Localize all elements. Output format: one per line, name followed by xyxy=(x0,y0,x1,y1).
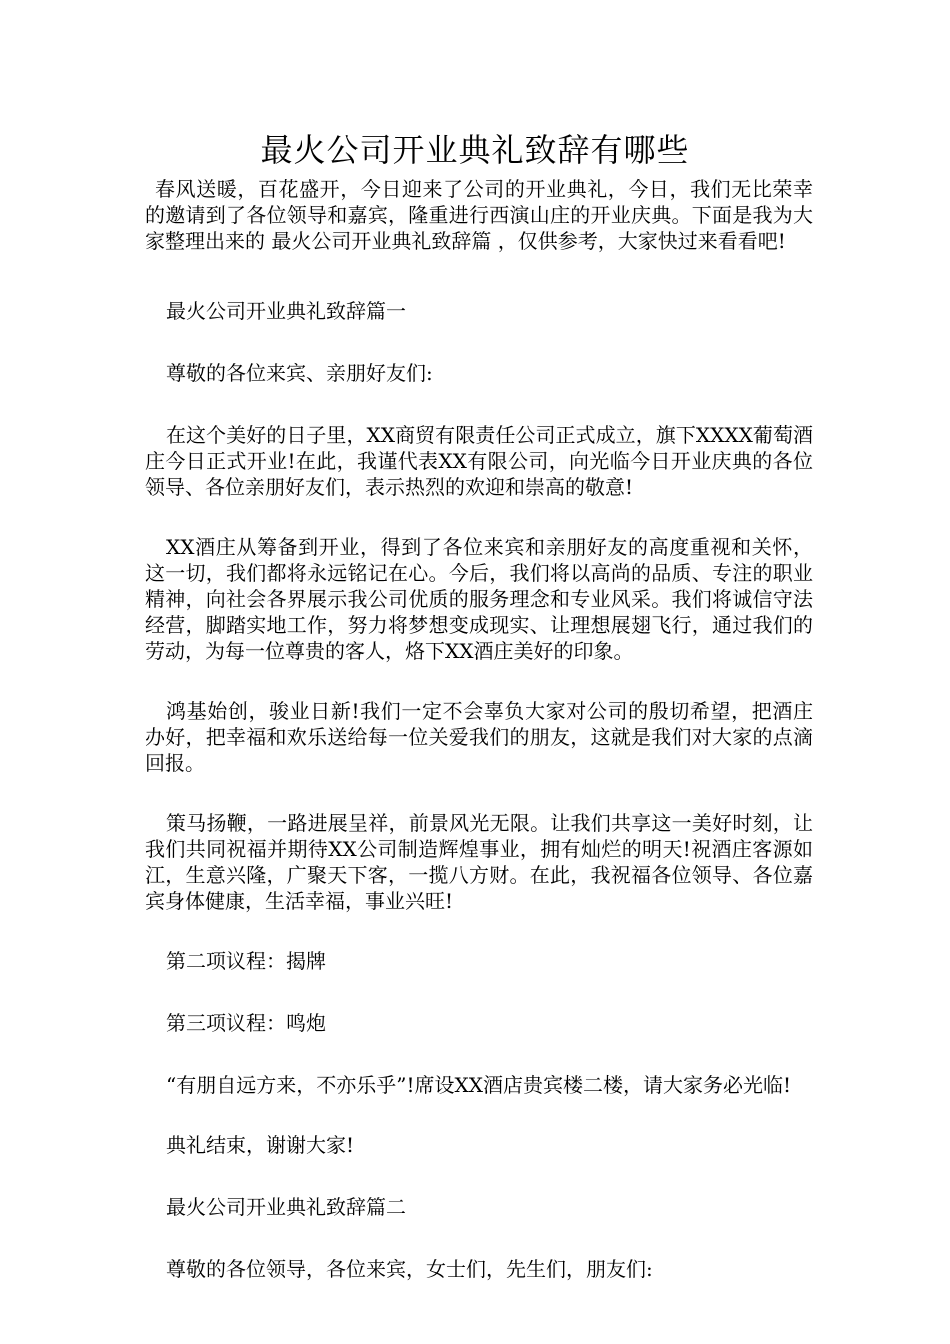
document-body xyxy=(145,176,813,1318)
section-heading-2: 最火公司开业典礼致辞篇二 xyxy=(166,1195,406,1219)
section-heading-1: 最火公司开业典礼致辞篇一 xyxy=(166,299,406,323)
body-paragraph-1: 在这个美好的日子里，XX商贸有限责任公司正式成立，旗下XXXX葡萄酒庄今日正式开业!在此，我谨代表XX有限公司，向光临今日开业庆典的各位领导、各位亲朋好友们，表示热烈的欢迎和崇高的敬意! xyxy=(145,423,813,499)
intro-paragraph: 春风送暖，百花盛开，今日迎来了公司的开业典礼，今日，我们无比荣幸的邀请到了各位领导和嘉宾，隆重进行西演山庄的开业庆典。下面是我为大家整理出来的 最火公司开业典礼致辞篇 ，仅供参考，大家快过来看看吧! xyxy=(145,177,813,253)
invitation-paragraph: “有朋自远方来，不亦乐乎”!席设XX酒店贵宾楼二楼，请大家务必光临! xyxy=(166,1073,791,1097)
agenda-item-3: 第三项议程：鸣炮 xyxy=(166,1011,326,1035)
body-paragraph-4: 策马扬鞭，一路进展呈祥，前景风光无限。让我们共享这一美好时刻，让我们共同祝福并期待XX公司制造辉煌事业，拥有灿烂的明天!祝酒庄客源如江，生意兴隆，广聚天下客，一揽八方财。在此，我祝福各位领导、各位嘉宾身体健康，生活幸福，事业兴旺! xyxy=(145,811,813,913)
agenda-item-2: 第二项议程：揭牌 xyxy=(166,949,326,973)
body-paragraph-2: XX酒庄从筹备到开业，得到了各位来宾和亲朋好友的高度重视和关怀，这一切，我们都将永远铭记在心。今后，我们将以高尚的品质、专注的职业精神，向社会各界展示我公司优质的服务理念和专业风采。我们将诚信守法经营，脚踏实地工作，努力将梦想变成现实、让理想展翅飞行，通过我们的劳动，为每一位尊贵的客人，烙下XX酒庄美好的印象。 xyxy=(145,535,813,663)
salutation-2: 尊敬的各位领导，各位来宾，女士们，先生们，朋友们: xyxy=(166,1257,653,1281)
salutation-1: 尊敬的各位来宾、亲朋好友们: xyxy=(166,361,433,385)
body-paragraph-3: 鸿基始创，骏业日新!我们一定不会辜负大家对公司的殷切希望，把酒庄办好，把幸福和欢乐送给每一位关爱我们的朋友，这就是我们对大家的点滴回报。 xyxy=(145,699,813,775)
closing-line: 典礼结束，谢谢大家! xyxy=(166,1133,355,1157)
document-title: 最火公司开业典礼致辞有哪些 xyxy=(260,131,690,169)
